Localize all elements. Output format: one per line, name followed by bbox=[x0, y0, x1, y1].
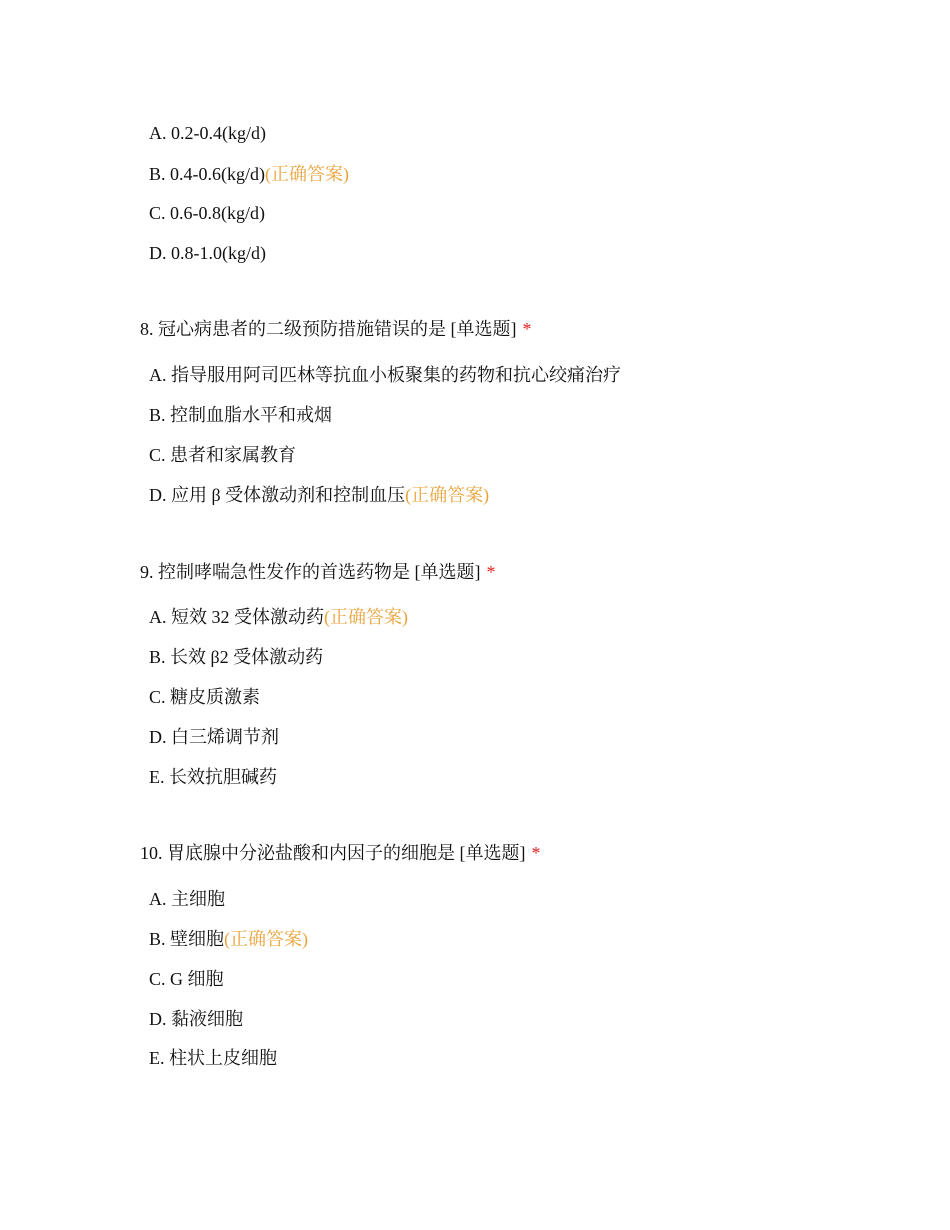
question-text: 10. 胃底腺中分泌盐酸和内因子的细胞是 [单选题] bbox=[140, 843, 526, 863]
option-10d bbox=[149, 1008, 243, 1030]
question-10-title bbox=[140, 842, 541, 864]
option-9c bbox=[149, 686, 260, 708]
option-text: A. 指导服用阿司匹林等抗血小板聚集的药物和抗心绞痛治疗 bbox=[149, 365, 621, 385]
question-9-title bbox=[140, 561, 496, 583]
option-text: A. 主细胞 bbox=[149, 889, 225, 909]
option-7d bbox=[149, 242, 266, 264]
option-text: A. 短效 32 受体激动药 bbox=[149, 607, 324, 627]
question-text: 8. 冠心病患者的二级预防措施错误的是 [单选题] bbox=[140, 319, 517, 339]
correct-answer-mark: (正确答案) bbox=[265, 164, 349, 184]
option-8b bbox=[149, 404, 332, 426]
correct-answer-mark: (正确答案) bbox=[324, 607, 408, 627]
option-text: C. G 细胞 bbox=[149, 969, 224, 989]
option-10e bbox=[149, 1047, 277, 1069]
correct-answer-mark: (正确答案) bbox=[405, 485, 490, 505]
option-9e bbox=[149, 766, 277, 788]
option-8c bbox=[149, 444, 296, 466]
option-10b bbox=[149, 928, 308, 950]
option-9a bbox=[149, 606, 408, 628]
option-text: B. 控制血脂水平和戒烟 bbox=[149, 405, 333, 425]
option-text: B. 0.4-0.6(kg/d) bbox=[149, 164, 265, 184]
option-8d bbox=[149, 484, 489, 506]
required-asterisk: * bbox=[522, 319, 532, 339]
question-8-title bbox=[140, 318, 532, 340]
option-text: A. 0.2-0.4(kg/d) bbox=[149, 123, 266, 143]
option-text: D. 应用 β 受体激动剂和控制血压 bbox=[149, 485, 406, 505]
correct-answer-mark: (正确答案) bbox=[224, 929, 309, 949]
option-9d bbox=[149, 726, 279, 748]
option-text: B. 长效 β2 受体激动药 bbox=[149, 647, 324, 667]
option-text: C. 患者和家属教育 bbox=[149, 445, 297, 465]
option-text: E. 柱状上皮细胞 bbox=[149, 1048, 277, 1068]
required-asterisk: * bbox=[486, 562, 496, 582]
option-text: E. 长效抗胆碱药 bbox=[149, 767, 277, 787]
option-8a bbox=[149, 364, 621, 386]
option-text: C. 0.6-0.8(kg/d) bbox=[149, 203, 265, 223]
option-7a bbox=[149, 122, 266, 144]
option-10c bbox=[149, 968, 224, 990]
option-7b bbox=[149, 163, 349, 185]
option-text: D. 黏液细胞 bbox=[149, 1009, 243, 1029]
required-asterisk: * bbox=[531, 843, 541, 863]
option-text: D. 0.8-1.0(kg/d) bbox=[149, 243, 266, 263]
option-text: B. 壁细胞 bbox=[149, 929, 225, 949]
option-10a bbox=[149, 888, 225, 910]
option-7c bbox=[149, 202, 265, 224]
question-text: 9. 控制哮喘急性发作的首选药物是 [单选题] bbox=[140, 562, 481, 582]
option-text: C. 糖皮质激素 bbox=[149, 687, 261, 707]
option-9b bbox=[149, 646, 323, 668]
option-text: D. 白三烯调节剂 bbox=[149, 727, 279, 747]
